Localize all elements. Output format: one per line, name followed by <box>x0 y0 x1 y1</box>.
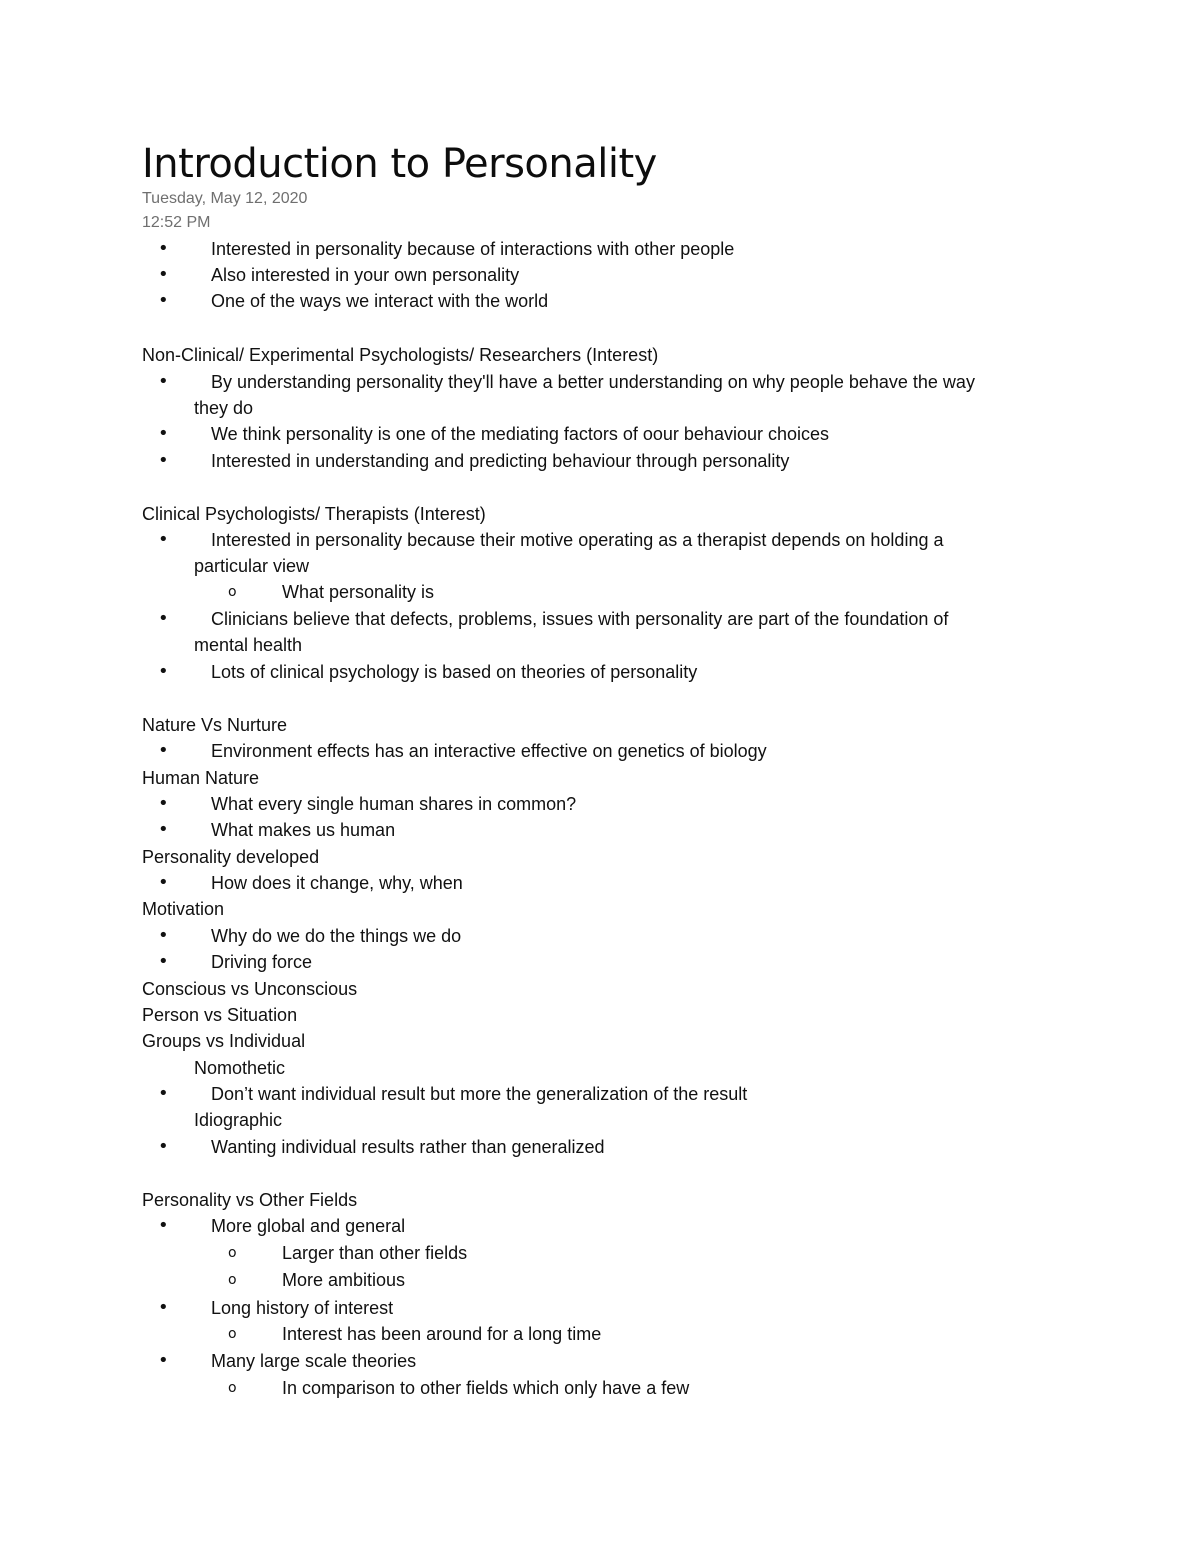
list-item-text: Long history of interest <box>211 1298 394 1318</box>
bullet-icon: • <box>158 819 169 840</box>
sub-bullet-icon: o <box>228 1380 237 1396</box>
sub-list-item-text: Larger than other fields <box>282 1243 468 1263</box>
section-heading: Nature Vs Nurture <box>142 715 288 735</box>
list-item-text: Interested in personality because of interactions with other people <box>211 239 735 259</box>
list-item <box>0 606 1200 632</box>
sub-bullet-icon: o <box>228 1272 237 1288</box>
list-item <box>0 1081 1200 1107</box>
list-item-text: Also interested in your own personality <box>211 265 520 285</box>
list-item-text: More global and general <box>211 1216 406 1236</box>
bullet-icon: • <box>158 740 169 761</box>
list-item-text: Clinicians believe that defects, problems, issues with personality are part of the foundation of <box>211 609 949 629</box>
list-item-text: Many large scale theories <box>211 1351 417 1371</box>
bullet-icon: • <box>158 1350 169 1371</box>
list-item <box>0 1295 1200 1321</box>
list-item-text: Interested in understanding and predicting behaviour through personality <box>211 451 790 471</box>
sub-bullet-icon: o <box>228 584 237 600</box>
sub-list-item-text: What personality is <box>282 582 435 602</box>
list-item-text: One of the ways we interact with the world <box>211 291 549 311</box>
bullet-icon: • <box>158 238 169 259</box>
list-item <box>0 738 1200 764</box>
sub-list-item-text: More ambitious <box>282 1270 406 1290</box>
section-heading: Person vs Situation <box>142 1005 298 1025</box>
list-item-text: By understanding personality they'll have a better understanding on why people behave the way <box>211 372 975 392</box>
list-item-text: What every single human shares in common? <box>211 794 577 814</box>
bullet-icon: • <box>158 793 169 814</box>
section-heading: Personality developed <box>142 847 320 867</box>
list-item <box>0 421 1200 447</box>
list-item <box>0 288 1200 314</box>
list-item-text: Lots of clinical psychology is based on theories of personality <box>211 662 698 682</box>
page-date: Tuesday, May 12, 2020 <box>142 190 308 207</box>
list-item <box>0 659 1200 685</box>
bullet-icon: • <box>158 661 169 682</box>
list-item-text: Don’t want individual result but more the generalization of the result <box>211 1084 748 1104</box>
sub-list-item <box>0 1321 1200 1347</box>
sub-bullet-icon: o <box>228 1326 237 1342</box>
list-item-text: We think personality is one of the mediating factors of oour behaviour choices <box>211 424 830 444</box>
list-item <box>0 791 1200 817</box>
bullet-icon: • <box>158 925 169 946</box>
list-item <box>0 448 1200 474</box>
bullet-icon: • <box>158 872 169 893</box>
list-item-text: What makes us human <box>211 820 396 840</box>
bullet-icon: • <box>158 290 169 311</box>
list-item <box>0 1134 1200 1160</box>
bullet-icon: • <box>158 1215 169 1236</box>
list-item <box>0 262 1200 288</box>
bullet-icon: • <box>158 264 169 285</box>
section-heading: Non-Clinical/ Experimental Psychologists/ Researchers (Interest) <box>142 345 659 365</box>
sub-list-item <box>0 1267 1200 1293</box>
list-item <box>0 923 1200 949</box>
page-time: 12:52 PM <box>142 214 211 231</box>
list-item-text: Wanting individual results rather than generalized <box>211 1137 605 1157</box>
section-heading: Human Nature <box>142 768 260 788</box>
page-title: Introduction to Personality <box>142 141 657 187</box>
sub-list-item-text: In comparison to other fields which only have a few <box>282 1378 690 1398</box>
bullet-icon: • <box>158 1083 169 1104</box>
sub-heading: Idiographic <box>194 1110 283 1130</box>
list-item <box>0 949 1200 975</box>
bullet-icon: • <box>158 450 169 471</box>
bullet-icon: • <box>158 951 169 972</box>
list-item-text: Driving force <box>211 952 313 972</box>
section-heading: Clinical Psychologists/ Therapists (Interest) <box>142 504 486 524</box>
bullet-icon: • <box>158 1297 169 1318</box>
sub-list-item <box>0 1375 1200 1401</box>
list-item <box>0 870 1200 896</box>
list-item-continuation: mental health <box>194 635 303 655</box>
list-item-continuation: particular view <box>194 556 310 576</box>
sub-list-item <box>0 1240 1200 1266</box>
sub-list-item-text: Interest has been around for a long time <box>282 1324 602 1344</box>
list-item <box>0 527 1200 553</box>
list-item-text: How does it change, why, when <box>211 873 463 893</box>
bullet-icon: • <box>158 423 169 444</box>
bullet-icon: • <box>158 608 169 629</box>
list-item-text: Environment effects has an interactive effective on genetics of biology <box>211 741 767 761</box>
section-heading: Conscious vs Unconscious <box>142 979 358 999</box>
sub-heading: Nomothetic <box>194 1058 286 1078</box>
section-heading: Motivation <box>142 899 225 919</box>
bullet-icon: • <box>158 529 169 550</box>
list-item-continuation: they do <box>194 398 254 418</box>
list-item <box>0 369 1200 395</box>
bullet-icon: • <box>158 1136 169 1157</box>
list-item <box>0 817 1200 843</box>
list-item <box>0 236 1200 262</box>
list-item <box>0 1348 1200 1374</box>
sub-bullet-icon: o <box>228 1245 237 1261</box>
list-item-text: Why do we do the things we do <box>211 926 462 946</box>
section-heading: Personality vs Other Fields <box>142 1190 358 1210</box>
list-item-text: Interested in personality because their motive operating as a therapist depends on holding a <box>211 530 944 550</box>
bullet-icon: • <box>158 371 169 392</box>
sub-list-item <box>0 579 1200 605</box>
section-heading: Groups vs Individual <box>142 1031 306 1051</box>
list-item <box>0 1213 1200 1239</box>
